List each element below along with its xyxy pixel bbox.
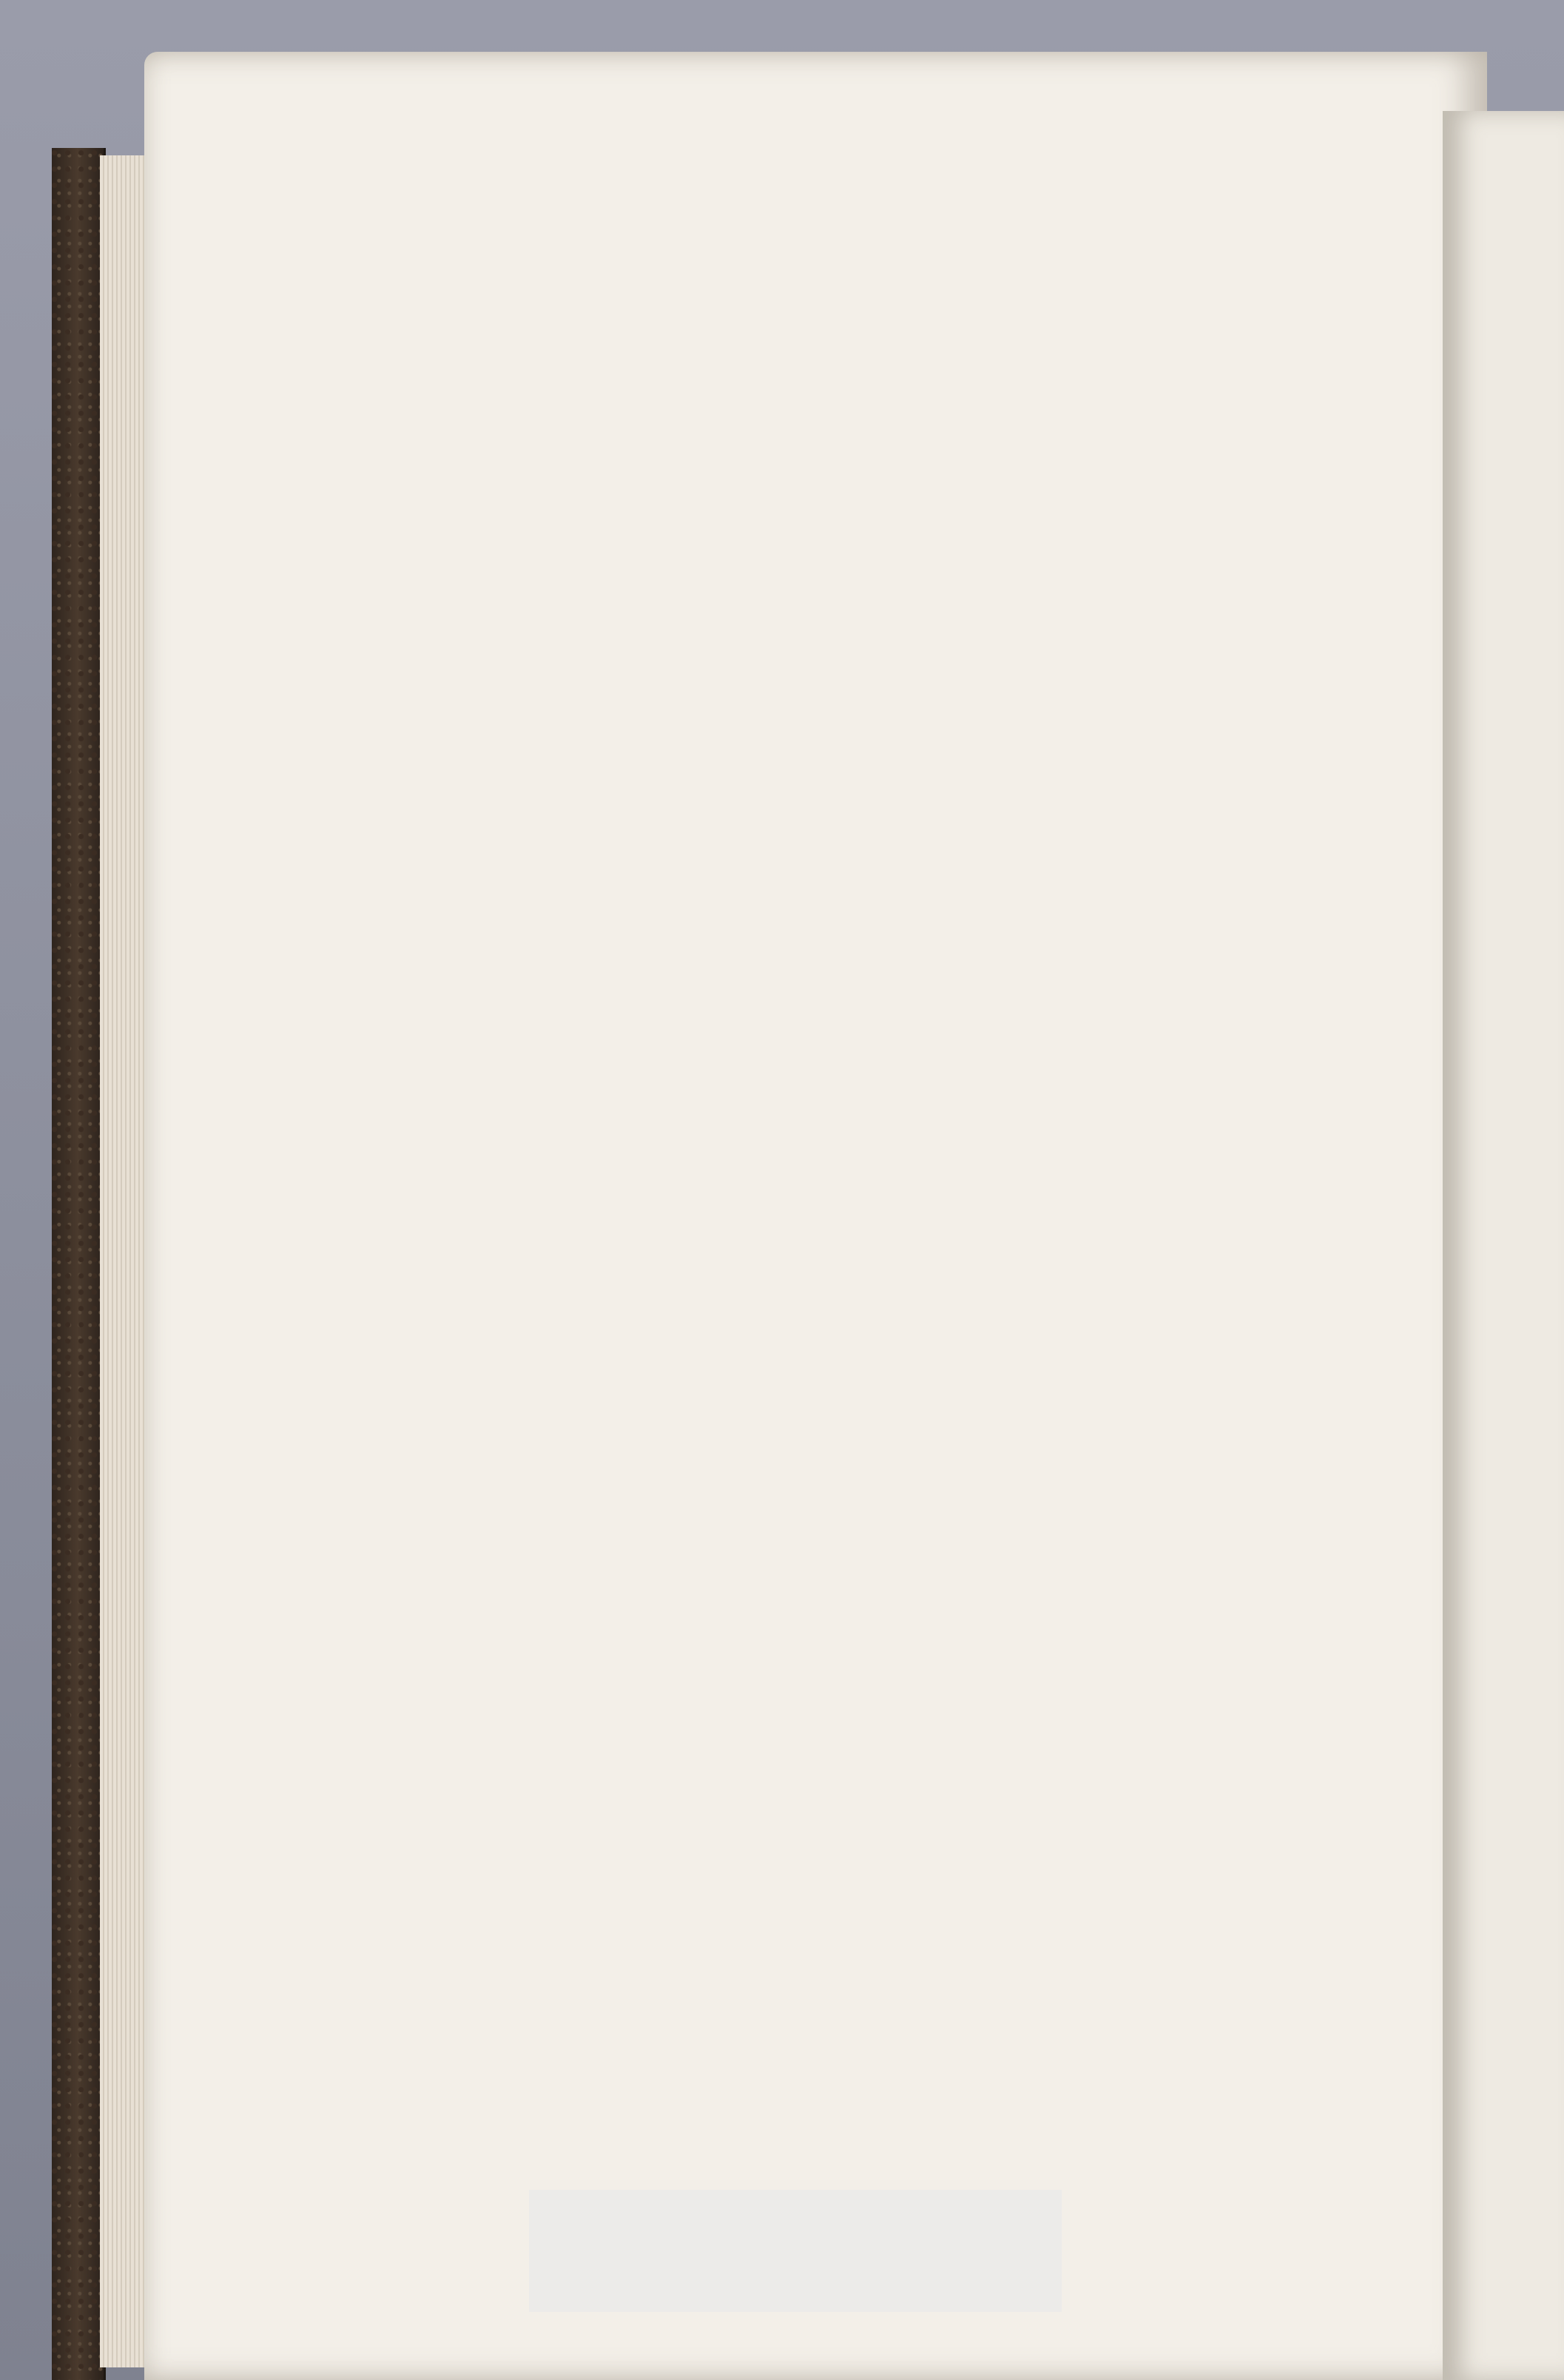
facing-page [1443,111,1564,2380]
left-page [144,52,1487,2380]
book-cover-edge [52,148,106,2380]
label-patch [529,2190,1062,2312]
